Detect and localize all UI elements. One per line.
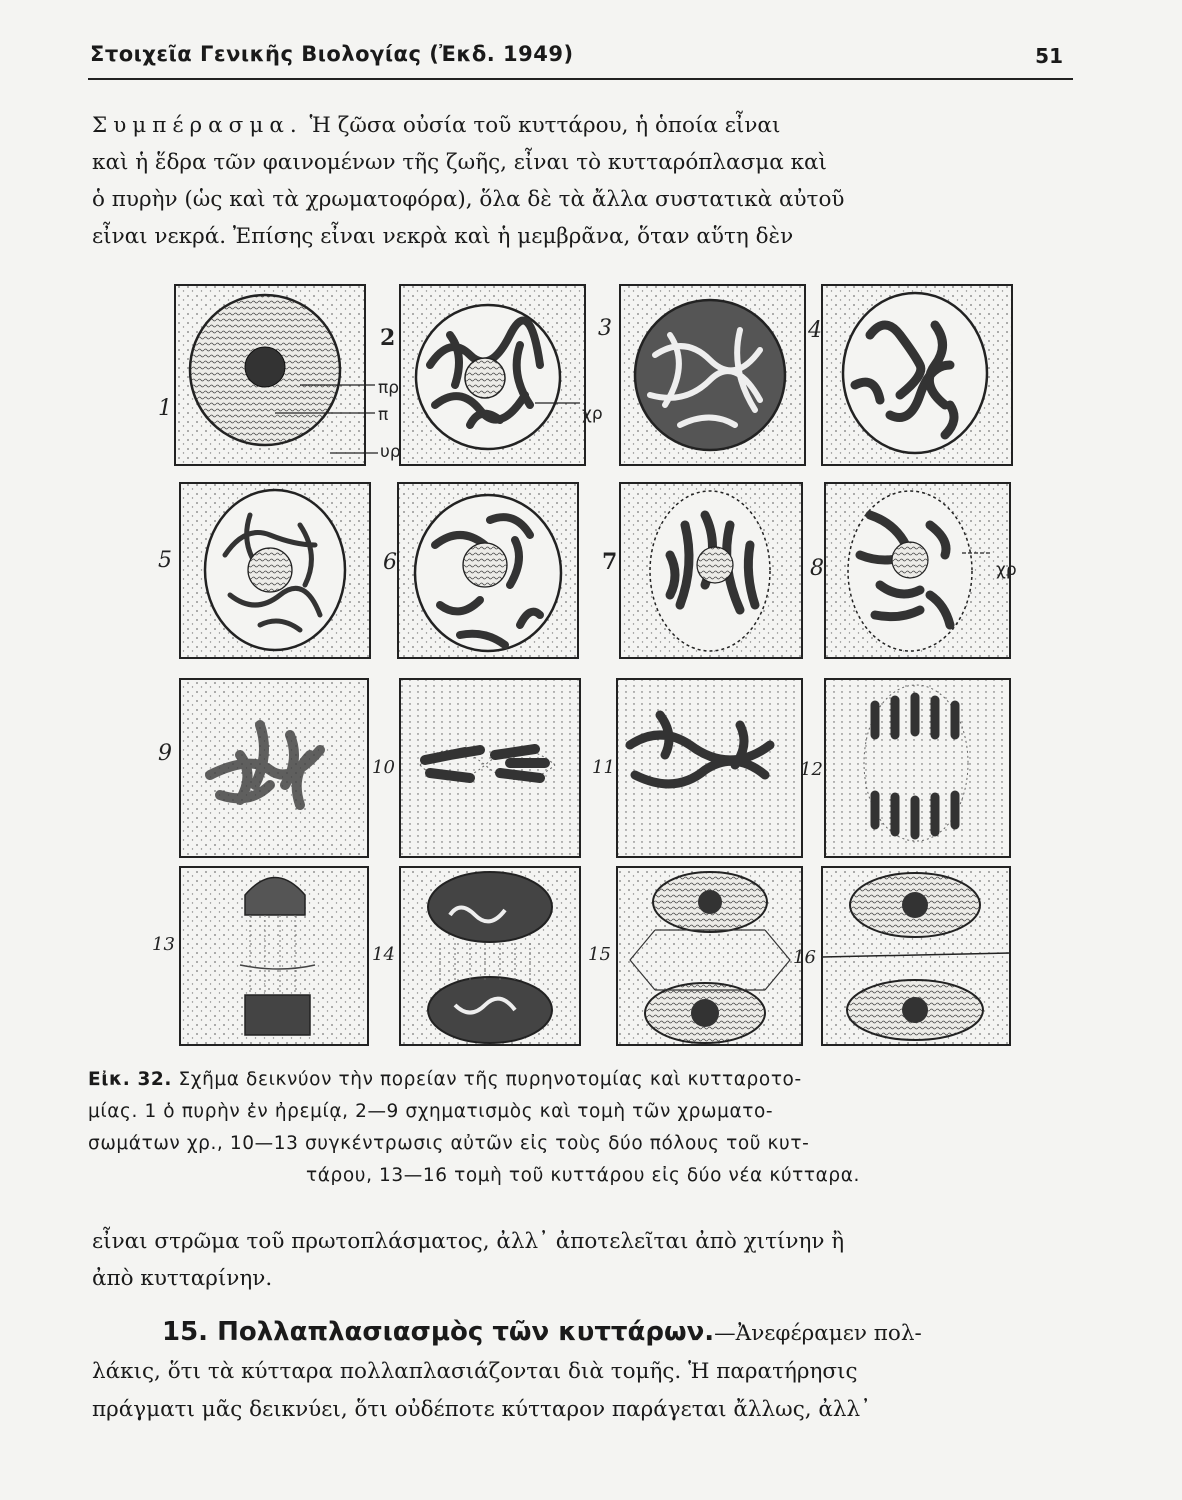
section-heading: 15. Πολλαπλασιασμὸς τῶν κυττάρων. [162,1317,715,1347]
panel-number-10: 10 [372,757,395,778]
intro-line-1: Ἡ ζῶσα οὐσία τοῦ κυττάρου, ἡ ὁποία εἶναι [309,113,781,138]
panel-9 [180,679,368,857]
panel-number-1: 1 [158,396,172,421]
panel-number-15: 15 [588,944,611,965]
panel-number-16: 16 [793,947,816,968]
caption-line-4: τάρου, 13—16 τομὴ τοῦ κυττάρου εἰς δύο νέα κύτταρα. [305,1165,861,1186]
panel-number-4: 4 [808,318,822,343]
figure-label: Εἰκ. 32. [88,1069,173,1090]
caption-line-2: μίας. 1 ὁ πυρὴν ἐν ἠρεμίᾳ, 2—9 σχηματισμὸς καὶ τομὴ τῶν χρωματο- [88,1101,774,1122]
panel-15 [617,867,802,1045]
intro-paragraph [92,107,1067,255]
intro-line-4: εἶναι νεκρά. Ἐπίσης εἶναι νεκρὰ καὶ ἡ μεμβρᾶνα, ὅταν αὕτη δὲν [92,224,794,249]
panel-11 [617,679,802,857]
panel-10 [400,679,580,857]
panel-6 [398,483,578,658]
panel-7 [620,483,802,658]
figure-caption [88,1064,1078,1192]
panel-5 [180,483,370,658]
section-15 [92,1313,1067,1429]
panel-number-9: 9 [158,741,172,766]
panel-16 [822,867,1010,1045]
panel-14 [400,867,580,1045]
section-line-3: πράγματι μᾶς δεικνύει, ὅτι οὐδέποτε κύτταρον παράγεται ἄλλως, ἀλλ᾽ [92,1397,871,1422]
section-line-2: λάκις, ὅτι τὰ κύτταρα πολλαπλασιάζονται διὰ τομῆς. Ἡ παρατήρησις [92,1359,858,1384]
mitosis-figure [150,275,1030,1050]
intro-line-2: καὶ ἡ ἕδρα τῶν φαινομένων τῆς ζωῆς, εἶναι τὸ κυτταρόπλασμα καὶ [92,150,827,175]
panel-number-6: 6 [383,550,397,575]
panel-number-3: 3 [598,316,612,341]
section-line-1: —Ἀνεφέραμεν πολ- [714,1321,922,1346]
caption-line-3: σωμάτων χρ., 10—13 συγκέντρωσις αὐτῶν εἰς τοὺς δύο πόλους τοῦ κυτ- [88,1133,810,1154]
mitosis-illustration [150,275,1030,1050]
panel-8 [825,483,1010,658]
panel-4 [822,285,1012,465]
panel-2 [400,285,585,465]
continuation-line-2: ἀπὸ κυτταρίνην. [92,1266,273,1291]
panel-number-2: 2 [380,325,396,351]
label-chromosome-panel-2: χρ [582,404,603,424]
label-membrane: υρ [380,442,401,462]
label-chromosome-panel-8: χρ [996,560,1017,580]
panel-number-14: 14 [372,944,395,965]
caption-line-1: Σχῆμα δεικνύον τὴν πορείαν τῆς πυρηνοτομίας καὶ κυτταροτο- [178,1069,802,1090]
label-protoplasm: πρ [378,378,400,398]
label-nucleus: π [378,405,389,425]
header-title: Στοιχεῖα Γενικῆς Βιολογίας (Ἐκδ. 1949) [90,42,574,66]
panel-number-11: 11 [592,757,615,778]
panel-13 [180,867,368,1045]
panel-number-8: 8 [810,556,824,581]
running-header [88,38,1073,80]
continuation-paragraph [92,1223,1067,1297]
panel-1 [175,285,378,465]
page-number: 51 [1035,44,1063,68]
panel-number-5: 5 [158,548,172,573]
panel-number-12: 12 [800,759,823,780]
conclusion-lead: Συμπέρασμα. [92,113,303,138]
panel-12 [825,679,1010,857]
continuation-line-1: εἶναι στρῶμα τοῦ πρωτοπλάσματος, ἀλλ᾽ ἀποτελεῖται ἀπὸ χιτίνην ἢ [92,1229,845,1254]
panel-number-7: 7 [602,549,618,575]
panel-3 [620,285,805,465]
panel-number-13: 13 [152,934,175,955]
intro-line-3: ὁ πυρὴν (ὡς καὶ τὰ χρωματοφόρα), ὅλα δὲ τὰ ἄλλα συστατικὰ αὐτοῦ [92,187,845,212]
